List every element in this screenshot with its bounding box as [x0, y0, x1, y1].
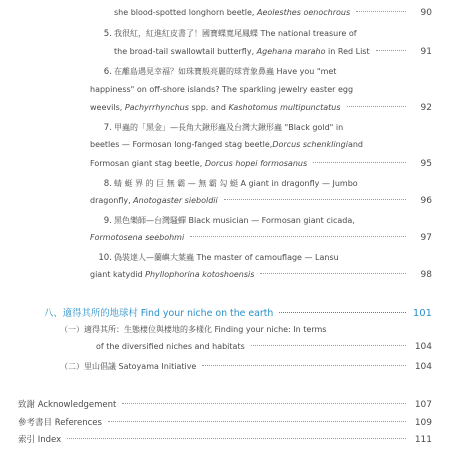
entry-species: Aeolesthes oenochrous [257, 8, 351, 17]
dot-leader [251, 345, 406, 346]
entry-text: she blood-spotted longhorn beetle, [114, 8, 257, 17]
entry-line: 我很紅，紅進紅皮書了！國寶蝶寬尾鳳蝶 The national treasure of [114, 29, 357, 38]
entry-line: the broad-tail swallowtail butterfly, Agehana maraho in Red List 91 [114, 47, 432, 57]
dot-leader [376, 50, 406, 51]
entry-line: 黑色樂師—台灣騷蟬 Black musician — Formosan giant cicada, [114, 216, 355, 225]
dot-leader [347, 106, 406, 107]
dot-leader [279, 312, 406, 313]
dot-leader [67, 438, 406, 439]
page-number: 98 [420, 270, 432, 280]
page-number: 95 [420, 159, 432, 169]
page-number: 96 [420, 196, 432, 206]
page-number: 101 [412, 308, 432, 319]
entry-line: 在離島遇見幸福？如珠寶般亮麗的球背象鼻蟲 Have you "met [114, 67, 337, 76]
entry-line: 甲蟲的「黑金」—長角大鍬形蟲及台灣大鍬形蟲 "Black gold" in [114, 123, 344, 132]
page-number: 104 [414, 362, 432, 372]
dot-leader [122, 403, 406, 404]
entry-line: beetles — Formosan long-fanged stag beetle, Dorcus schenklingi and [90, 140, 363, 149]
entry-line: happiness" on off-shore islands? The sparkling jewelry easter egg [90, 85, 354, 94]
toc-entry-4-continuation[interactable] [114, 8, 432, 18]
entry-number: 5. [103, 29, 112, 39]
page-number: 92 [420, 103, 432, 113]
entry-line: of the diversified niches and habitats 104 [96, 342, 432, 352]
page-number: 90 [420, 8, 432, 18]
dot-leader [202, 365, 406, 366]
dot-leader [108, 421, 406, 422]
entry-line: （一）適得其所：生態棲位與棲地的多樣化 Finding your niche: In terms [60, 325, 327, 334]
page-number: 107 [414, 400, 432, 410]
toc-section-8-2[interactable]: （二）里山倡議 Satoyama Initiative 104 [60, 362, 432, 372]
chapter-title: 八、適得其所的地球村 Find your niche on the earth [44, 308, 274, 319]
dot-leader [356, 11, 406, 12]
entry-line: Formotosena seebohmi 97 [90, 233, 432, 243]
entry-line: 蜻 蜓 界 的 巨 無 霸 — 無 霸 勾 蜓 A giant in dragonfly — Jumbo [114, 179, 358, 188]
page-number: 104 [414, 342, 432, 352]
entry-line: Formosan giant stag beetle, Dorcus hopei formosanus 95 [90, 159, 432, 169]
page-number: 97 [420, 233, 432, 243]
entry-line: weevils, Pachyrrhynchus spp. and Kashotomus multipunctatus 92 [90, 103, 432, 113]
entry-number: 9. [103, 216, 112, 226]
page-number: 111 [414, 435, 432, 445]
page-number: 91 [420, 47, 432, 57]
dot-leader [260, 273, 406, 274]
entry-number: 10. [98, 253, 112, 263]
dot-leader [313, 162, 406, 163]
dot-leader [224, 199, 406, 200]
entry-line: giant katydid Phyllophorina kotoshoensis 98 [90, 270, 432, 280]
toc-references[interactable]: 參考書目 References 109 [18, 418, 432, 428]
entry-line: dragonfly, Anotogaster sieboldii 96 [90, 196, 432, 206]
toc-chapter-8[interactable] [44, 305, 432, 319]
entry-line: 偽裝達人—蘭嶼大葉蟲 The master of camouflage — Lansu [114, 253, 339, 262]
entry-number: 8. [103, 179, 112, 189]
toc-index[interactable]: 索引 Index 111 [18, 435, 432, 445]
page-number: 109 [414, 418, 432, 428]
dot-leader [190, 236, 406, 237]
entry-number: 6. [103, 67, 112, 77]
toc-acknowledgement[interactable]: 致謝 Acknowledgement 107 [18, 400, 432, 410]
entry-number: 7. [103, 123, 112, 133]
